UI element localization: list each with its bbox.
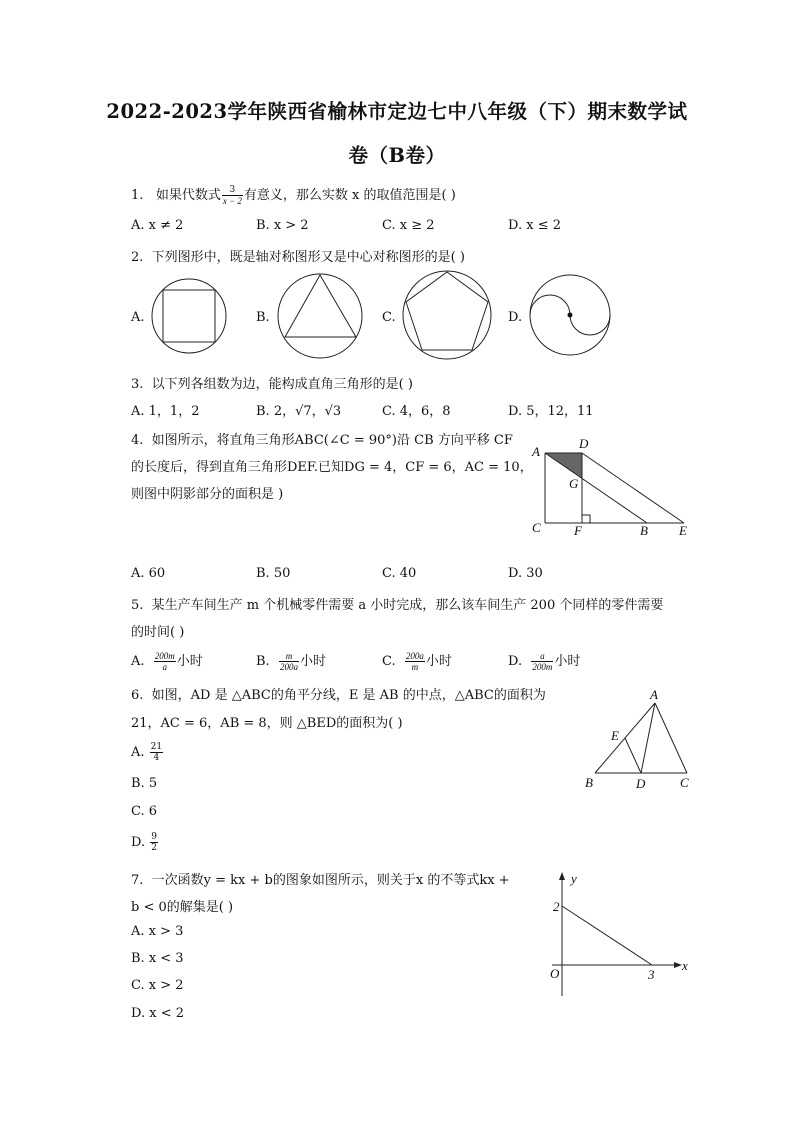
q5-option-a: A. $\frac{200m}{a}$ 小时 <box>131 651 203 672</box>
q4-option-d: D. 30 <box>508 566 543 581</box>
q4-option-a: A. 60 <box>131 566 166 581</box>
q3-option-a: A. 1，1，2 <box>131 404 200 419</box>
question-7-line2: b < 0的解集是( ) <box>131 900 234 915</box>
q2-figure-b-circle-triangle <box>276 272 366 362</box>
q6-figure-triangle-bisector <box>580 687 700 794</box>
q1-number: 1. <box>131 188 144 203</box>
q2-label-a: A. <box>131 310 145 325</box>
svg-text:G: G <box>569 476 579 491</box>
question-6-line1: 6. 如图，AD 是 △ABC的角平分线，E 是 AB 的中点，△ABC的面积为 <box>131 688 546 703</box>
question-2: 2. 下列图形中，既是轴对称图形又是中心对称图形的是( ) <box>131 250 465 265</box>
q2-figure-a-circle-square <box>151 272 231 362</box>
svg-text:E: E <box>679 523 687 538</box>
q2-label-d: D. <box>508 310 523 325</box>
q5-option-b: B. $\frac{m}{200a}$ 小时 <box>256 651 326 672</box>
svg-text:2: 2 <box>553 899 560 914</box>
svg-text:x: x <box>682 958 688 973</box>
q1-option-b: B. x > 2 <box>256 218 309 233</box>
q4-figure-translated-triangles <box>528 436 698 540</box>
q2-figure-c-circle-pentagon <box>402 270 494 362</box>
q6-option-c: C. 6 <box>131 804 158 819</box>
svg-text:C: C <box>532 520 541 535</box>
question-5-line2: 的时间( ) <box>131 625 185 640</box>
svg-text:y: y <box>571 871 577 886</box>
svg-text:A: A <box>650 687 658 702</box>
q1-post: 有意义，那么实数 x 的取值范围是( ) <box>243 188 456 203</box>
question-1 <box>131 184 456 206</box>
svg-text:D: D <box>579 436 589 451</box>
q1-fraction: $\frac{3}{x - 2}$ <box>222 185 242 206</box>
q2-label-c: C. <box>382 310 396 325</box>
q1-pre: 如果代数式 <box>155 188 221 203</box>
q6-option-a: A. $\frac{21}{4}$ <box>131 742 163 763</box>
svg-text:B: B <box>585 775 593 790</box>
svg-text:F: F <box>574 523 582 538</box>
question-6-line2: 21，AC = 6，AB = 8，则 △BED的面积为( ) <box>131 716 403 731</box>
q4-option-c: C. 40 <box>382 566 417 581</box>
q2-label-b: B. <box>256 310 270 325</box>
q6-option-b: B. 5 <box>131 776 158 791</box>
svg-text:D: D <box>636 776 646 791</box>
svg-text:3: 3 <box>648 967 655 982</box>
q3-option-c: C. 4，6，8 <box>382 404 451 419</box>
question-5-line1: 5. 某生产车间生产 m 个机械零件需要 a 小时完成，那么该车间生产 200 个同样的零件需要 <box>131 598 664 613</box>
q3-option-b: B. 2，√7，√3 <box>256 404 342 419</box>
q7-option-d: D. x < 2 <box>131 1006 184 1021</box>
svg-text:O: O <box>550 966 560 981</box>
question-3: 3. 以下列各组数为边，能构成直角三角形的是( ) <box>131 377 413 392</box>
q2-figure-d-circle-yin-yang <box>529 274 617 362</box>
q7-option-a: A. x > 3 <box>131 924 184 939</box>
q1-option-a: A. x ≠ 2 <box>131 218 184 233</box>
page-title-line1: 2022-2023学年陕西省榆林市定边七中八年级（下）期末数学试 <box>106 100 688 123</box>
svg-text:B: B <box>640 523 648 538</box>
q6-option-d: D. $\frac{9}{2}$ <box>131 832 157 853</box>
svg-text:C: C <box>680 775 689 790</box>
q7-option-b: B. x < 3 <box>131 951 184 966</box>
q5-option-d: D. $\frac{a}{200m}$ 小时 <box>508 651 581 672</box>
q4-option-b: B. 50 <box>256 566 291 581</box>
page-title-line2: 卷（B卷） <box>348 144 446 167</box>
q5-option-c: C. $\frac{200a}{m}$ 小时 <box>382 651 452 672</box>
q1-option-c: C. x ≥ 2 <box>382 218 435 233</box>
q7-option-c: C. x > 2 <box>131 978 184 993</box>
q7-figure-linear-graph <box>540 868 700 1002</box>
svg-text:A: A <box>532 444 540 459</box>
question-4-line2: 的长度后，得到直角三角形DEF.已知DG = 4，CF = 6，AC = 10， <box>131 460 533 475</box>
question-4-line3: 则图中阴影部分的面积是 ) <box>131 487 284 502</box>
question-4-line1: 4. 如图所示，将直角三角形ABC(∠C = 90°)沿 CB 方向平移 CF <box>131 433 513 448</box>
q3-option-d: D. 5，12，11 <box>508 404 594 419</box>
question-7-line1: 7. 一次函数y = kx + b的图象如图所示，则关于x 的不等式kx + <box>131 873 510 888</box>
q1-option-d: D. x ≤ 2 <box>508 218 561 233</box>
svg-text:E: E <box>611 728 619 743</box>
